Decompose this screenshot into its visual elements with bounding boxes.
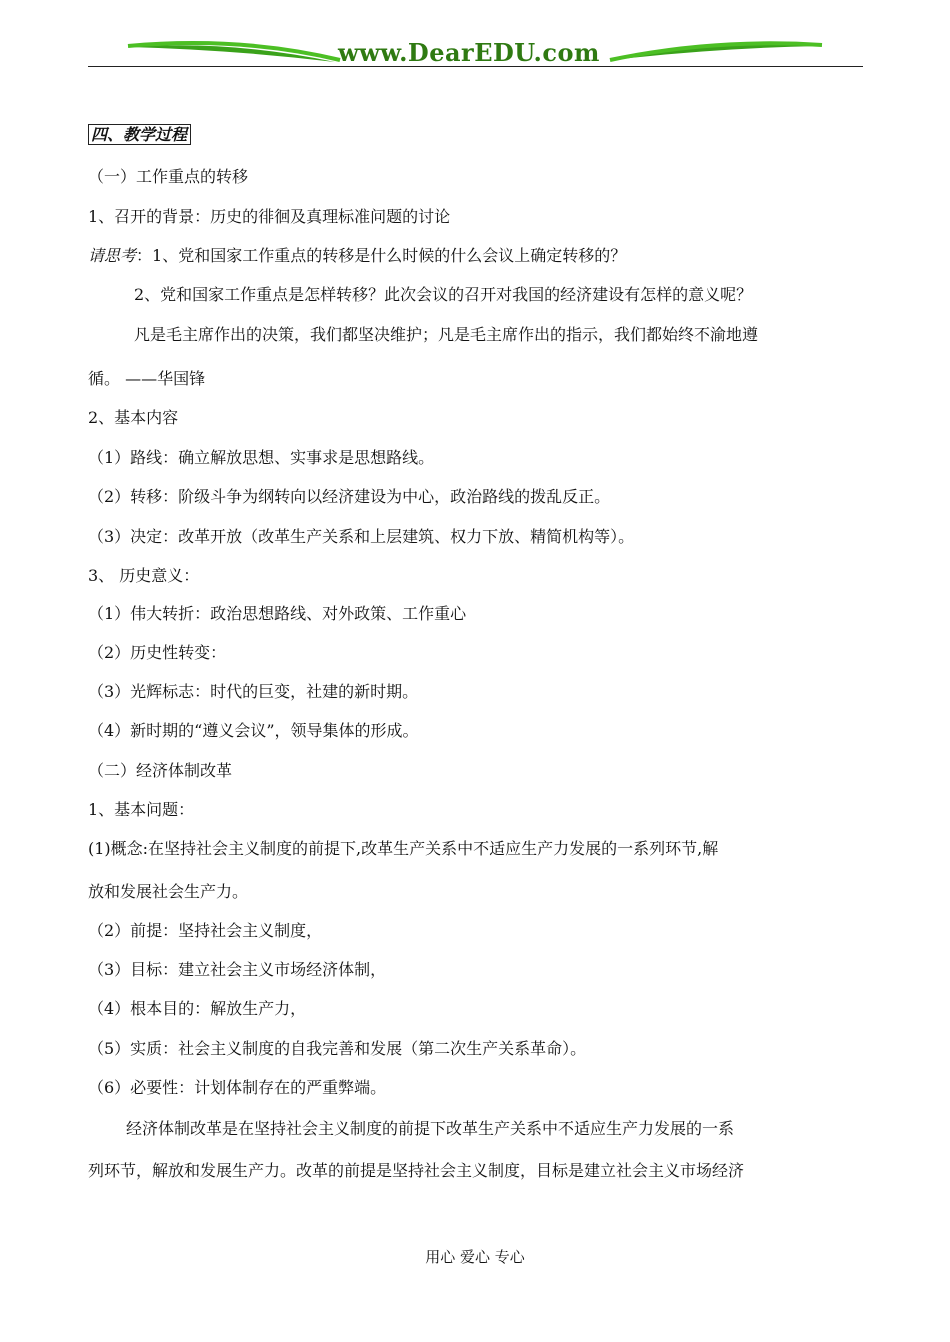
paragraph-line: （3）光辉标志：时代的巨变，社建的新时期。 [88, 682, 419, 701]
paragraph-line: 放和发展社会生产力。 [88, 882, 249, 901]
page-header [0, 0, 950, 72]
paragraph-line: 循。 ——华国锋 [88, 369, 206, 388]
paragraph-line: 1、基本问题： [88, 800, 195, 819]
think-line [88, 245, 626, 267]
paragraph-line: 列环节，解放和发展生产力。改革的前提是坚持社会主义制度，目标是建立社会主义市场经济 [88, 1161, 745, 1180]
paragraph-line: 1、召开的背景：历史的徘徊及真理标准问题的讨论 [88, 207, 451, 226]
paragraph-line: 经济体制改革是在坚持社会主义制度的前提下改革生产关系中不适应生产力发展的一系 [126, 1119, 735, 1138]
paragraph-line: （4）根本目的：解放生产力， [88, 999, 307, 1018]
paragraph-line: (1)概念:在坚持社会主义制度的前提下,改革生产关系中不适应生产力发展的一系列环节,解 [88, 839, 719, 858]
page-footer: 用心 爱心 专心 [425, 1248, 525, 1266]
paragraph-line: （5）实质：社会主义制度的自我完善和发展（第二次生产关系革命）。 [88, 1039, 587, 1058]
header-rule [88, 66, 863, 67]
paragraph-line: （3）目标：建立社会主义市场经济体制， [88, 960, 387, 979]
paragraph-line: （一）工作重点的转移 [88, 167, 249, 186]
paragraph-line: （1）路线：确立解放思想、实事求是思想路线。 [88, 448, 435, 467]
paragraph-line: 2、党和国家工作重点是怎样转移？此次会议的召开对我国的经济建设有怎样的意义呢？ [134, 285, 753, 304]
paragraph-line: （2）历史性转变： [88, 643, 227, 662]
paragraph-line: （2）前提：坚持社会主义制度， [88, 921, 323, 940]
paragraph-line: （4）新时期的“遵义会议”，领导集体的形成。 [88, 721, 419, 740]
paragraph-line: （3）决定：改革开放（改革生产关系和上层建筑、权力下放、精简机构等）。 [88, 527, 635, 546]
paragraph-line: （6）必要性：计划体制存在的严重弊端。 [88, 1078, 387, 1097]
paragraph-line: 凡是毛主席作出的决策，我们都坚决维护；凡是毛主席作出的指示，我们都始终不渝地遵 [134, 325, 759, 344]
paragraph-line: （1）伟大转折：政治思想路线、对外政策、工作重心 [88, 604, 467, 623]
paragraph-line: 2、基本内容 [88, 408, 179, 427]
think-text: ：1、党和国家工作重点的转移是什么时候的什么会议上确定转移的？ [136, 246, 627, 265]
paragraph-line: （2）转移：阶级斗争为纲转向以经济建设为中心，政治路线的拨乱反正。 [88, 487, 611, 506]
paragraph-line: （二）经济体制改革 [88, 761, 233, 780]
site-logo: www.DearEDU.com [338, 38, 600, 67]
paragraph-line: 3、 历史意义： [88, 566, 200, 585]
think-prefix: 请思考 [88, 246, 137, 265]
section-heading: 四、教学过程 [88, 124, 191, 146]
